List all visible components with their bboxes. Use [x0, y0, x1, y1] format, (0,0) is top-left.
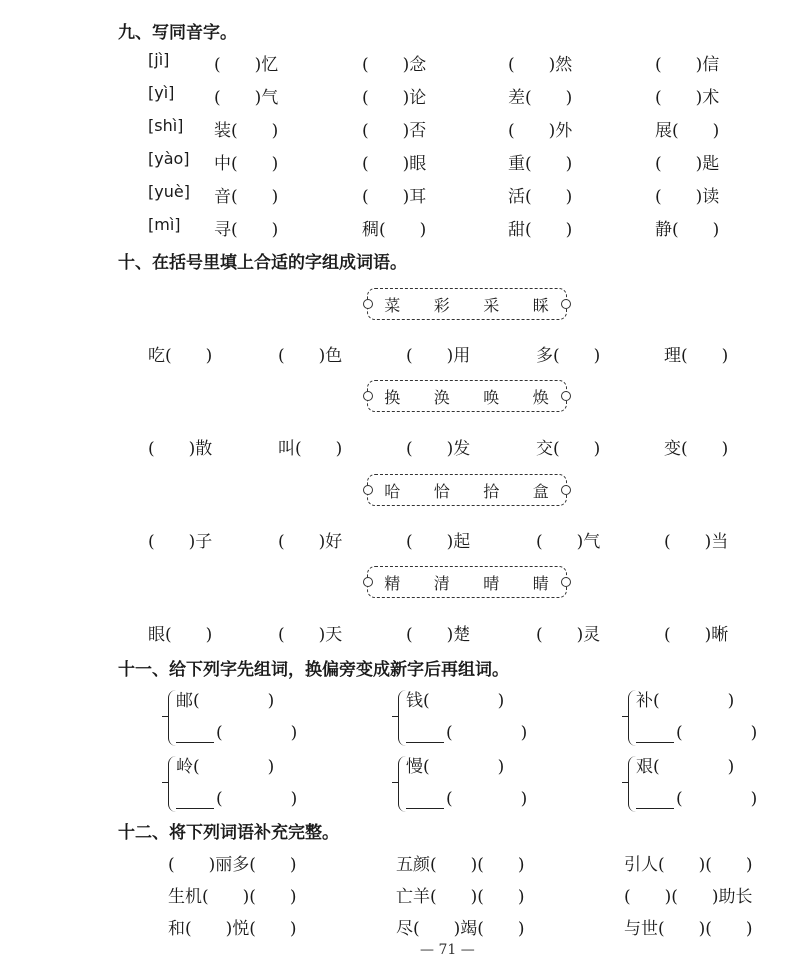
blank-item[interactable]: 活( ) — [508, 187, 573, 207]
choice-char: 清 — [433, 573, 451, 593]
choice-char: 菜 — [384, 295, 402, 315]
blank-item[interactable]: ( )灵 — [536, 625, 601, 645]
word-choice-box — [367, 566, 567, 598]
choice-char: 晴 — [483, 573, 501, 593]
blank-item[interactable]: 静( ) — [655, 220, 720, 240]
blank-item[interactable]: 中( ) — [214, 154, 279, 174]
choice-char: 盒 — [532, 481, 550, 501]
section-10-title: 十、在括号里填上合适的字组成词语。 — [118, 253, 407, 273]
blank-item[interactable]: ( )眼 — [362, 154, 427, 174]
blank-item[interactable]: ( )发 — [406, 439, 471, 459]
blank-item[interactable]: 变( ) — [664, 439, 729, 459]
blank-item[interactable]: ( )耳 — [362, 187, 427, 207]
word-item[interactable]: 钱( ) — [406, 691, 505, 711]
idiom-item[interactable]: 与世( )( ) — [624, 919, 753, 939]
word-item[interactable] — [636, 784, 757, 809]
pinyin-label: [yì] — [148, 83, 175, 102]
blank-item[interactable]: ( )气 — [536, 532, 601, 552]
blank-item[interactable]: 寻( ) — [214, 220, 279, 240]
pinyin-label: [jì] — [148, 50, 170, 69]
section-9-title: 九、写同音字。 — [118, 23, 237, 43]
new-char-blank[interactable] — [406, 726, 444, 743]
word-item[interactable]: 岭( ) — [176, 757, 275, 777]
word-item[interactable]: 艰( ) — [636, 757, 735, 777]
blank-item[interactable]: ( )天 — [278, 625, 343, 645]
blank-item[interactable]: ( )念 — [362, 55, 427, 75]
section-11-title: 十一、给下列字先组词，换偏旁变成新字后再组词。 — [118, 660, 509, 680]
blank-item[interactable]: ( )否 — [362, 121, 427, 141]
idiom-item[interactable]: 亡羊( )( ) — [396, 887, 525, 907]
blank-item[interactable]: ( )晰 — [664, 625, 729, 645]
blank-item[interactable]: ( )用 — [406, 346, 471, 366]
word-item[interactable] — [636, 718, 757, 743]
blank-item[interactable]: ( )忆 — [214, 55, 279, 75]
blank-item[interactable]: 稠( ) — [362, 220, 427, 240]
word-item[interactable] — [176, 784, 297, 809]
word-choice-box — [367, 380, 567, 412]
blank-item[interactable]: 展( ) — [655, 121, 720, 141]
blank-item[interactable]: ( )好 — [278, 532, 343, 552]
choice-char: 拾 — [483, 481, 501, 501]
blank-item[interactable]: ( )术 — [655, 88, 720, 108]
word-blank[interactable]: ( ) — [676, 789, 758, 809]
idiom-item[interactable]: ( )丽多( ) — [168, 855, 297, 875]
blank-item[interactable]: ( )信 — [655, 55, 720, 75]
blank-item[interactable]: ( )楚 — [406, 625, 471, 645]
blank-item[interactable]: 交( ) — [536, 439, 601, 459]
blank-item[interactable]: 理( ) — [664, 346, 729, 366]
blank-item[interactable]: 吃( ) — [148, 346, 213, 366]
blank-item[interactable]: ( )气 — [214, 88, 279, 108]
blank-item[interactable]: ( )论 — [362, 88, 427, 108]
blank-item[interactable]: 多( ) — [536, 346, 601, 366]
new-char-blank[interactable] — [176, 726, 214, 743]
word-blank[interactable]: ( ) — [446, 789, 528, 809]
blank-item[interactable]: 差( ) — [508, 88, 573, 108]
section-12-title: 十二、将下列词语补充完整。 — [118, 823, 339, 843]
word-item[interactable]: 邮( ) — [176, 691, 275, 711]
blank-item[interactable]: ( )读 — [655, 187, 720, 207]
blank-item[interactable]: ( )子 — [148, 532, 213, 552]
blank-item[interactable]: 装( ) — [214, 121, 279, 141]
idiom-item[interactable]: 引人( )( ) — [624, 855, 753, 875]
pinyin-label: [yuè] — [148, 182, 190, 201]
idiom-item[interactable]: ( )( )助长 — [624, 887, 753, 907]
choice-char: 采 — [483, 295, 501, 315]
blank-item[interactable]: ( )当 — [664, 532, 729, 552]
word-blank[interactable]: ( ) — [446, 723, 528, 743]
choice-char: 精 — [384, 573, 402, 593]
choice-char: 恰 — [433, 481, 451, 501]
blank-item[interactable]: ( )色 — [278, 346, 343, 366]
choice-char: 彩 — [433, 295, 451, 315]
word-item[interactable] — [406, 718, 527, 743]
choice-char: 睬 — [532, 295, 550, 315]
word-blank[interactable]: ( ) — [216, 723, 298, 743]
blank-item[interactable]: 叫( ) — [278, 439, 343, 459]
new-char-blank[interactable] — [636, 726, 674, 743]
blank-item[interactable]: 重( ) — [508, 154, 573, 174]
blank-item[interactable]: 眼( ) — [148, 625, 213, 645]
idiom-item[interactable]: 尽( )竭( ) — [396, 919, 525, 939]
word-blank[interactable]: ( ) — [676, 723, 758, 743]
blank-item[interactable]: 音( ) — [214, 187, 279, 207]
idiom-item[interactable]: 五颜( )( ) — [396, 855, 525, 875]
pinyin-label: [mì] — [148, 215, 181, 234]
new-char-blank[interactable] — [176, 792, 214, 809]
choice-char: 焕 — [532, 387, 550, 407]
choice-char: 唤 — [483, 387, 501, 407]
new-char-blank[interactable] — [636, 792, 674, 809]
choice-char: 涣 — [433, 387, 451, 407]
blank-item[interactable]: ( )外 — [508, 121, 573, 141]
choice-char: 换 — [384, 387, 402, 407]
word-choice-box — [367, 288, 567, 320]
word-choice-box — [367, 474, 567, 506]
pinyin-label: [yào] — [148, 149, 190, 168]
word-item[interactable]: 慢( ) — [406, 757, 505, 777]
blank-item[interactable]: ( )散 — [148, 439, 213, 459]
idiom-item[interactable]: 生机( )( ) — [168, 887, 297, 907]
pinyin-label: [shì] — [148, 116, 184, 135]
blank-item[interactable]: ( )匙 — [655, 154, 720, 174]
blank-item[interactable]: ( )起 — [406, 532, 471, 552]
word-item[interactable] — [406, 784, 527, 809]
page-number: — 71 — — [420, 942, 475, 958]
word-item[interactable]: 补( ) — [636, 691, 735, 711]
word-item[interactable] — [176, 718, 297, 743]
idiom-item[interactable]: 和( )悦( ) — [168, 919, 297, 939]
word-blank[interactable]: ( ) — [216, 789, 298, 809]
choice-char: 哈 — [384, 481, 402, 501]
new-char-blank[interactable] — [406, 792, 444, 809]
blank-item[interactable]: ( )然 — [508, 55, 573, 75]
blank-item[interactable]: 甜( ) — [508, 220, 573, 240]
choice-char: 睛 — [532, 573, 550, 593]
